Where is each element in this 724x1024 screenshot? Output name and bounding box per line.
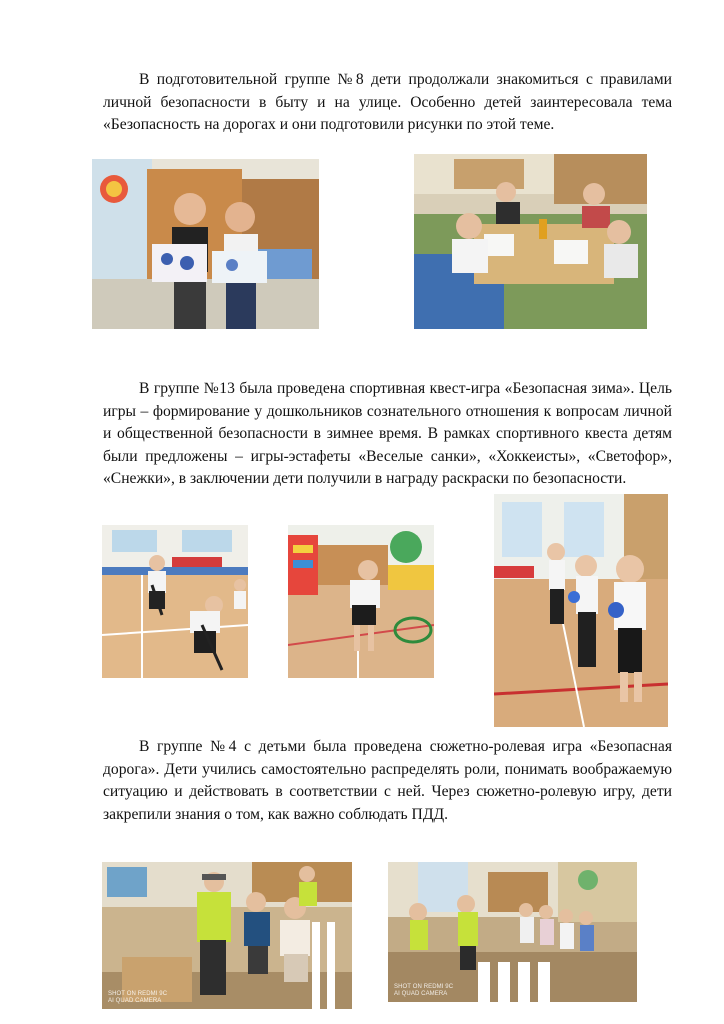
paragraph-group-4: В группе №4 с детьми была проведена сюжетно-ролевая игра «Безопасная дорога». Дети учились самостоятельно распределять роли, понимать воображаемую ситуацию и действовать в соответствии с ней. Через сюжетно-ролевую игру, дети закрепили знания о том, как важно соблюдать ПДД.: [103, 738, 672, 823]
photo-traffic-roleplay-crosswalk: [388, 862, 637, 1002]
photo-girls-with-balls: [494, 494, 668, 727]
photo-watermark: SHOT ON REDMI 9C AI QUAD CAMERA: [108, 991, 168, 1004]
photo-boy-with-hoop: [288, 525, 434, 678]
photo-children-drawing-at-table: [414, 154, 647, 329]
photo-hockey-relay: [102, 525, 248, 678]
photo-traffic-roleplay-vests: [102, 862, 352, 1009]
photo-boys-with-drawings: [92, 159, 319, 329]
paragraph-group-8: В подготовительной группе №8 дети продолжали знакомиться с правилами личной безопасности в быту и на улице. Особенно детей заинтересовала тема «Безопасность на дорогах и они подготовили рисунки по этой теме.: [103, 71, 672, 133]
paragraph-group-13: В группе №13 была проведена спортивная квест-игра «Безопасная зима». Цель игры – формирование у дошкольников сознательного отношения к вопросам личной и общественной безопасности в зимнее время. В рамках спортивного квеста детям были предложены – игры-эстафеты «Веселые санки», «Хоккеисты», «Светофор», «Снежки», в заключении дети получили в награду раскраски по безопасности.: [103, 380, 672, 487]
photo-watermark: SHOT ON REDMI 9C AI QUAD CAMERA: [394, 984, 454, 997]
